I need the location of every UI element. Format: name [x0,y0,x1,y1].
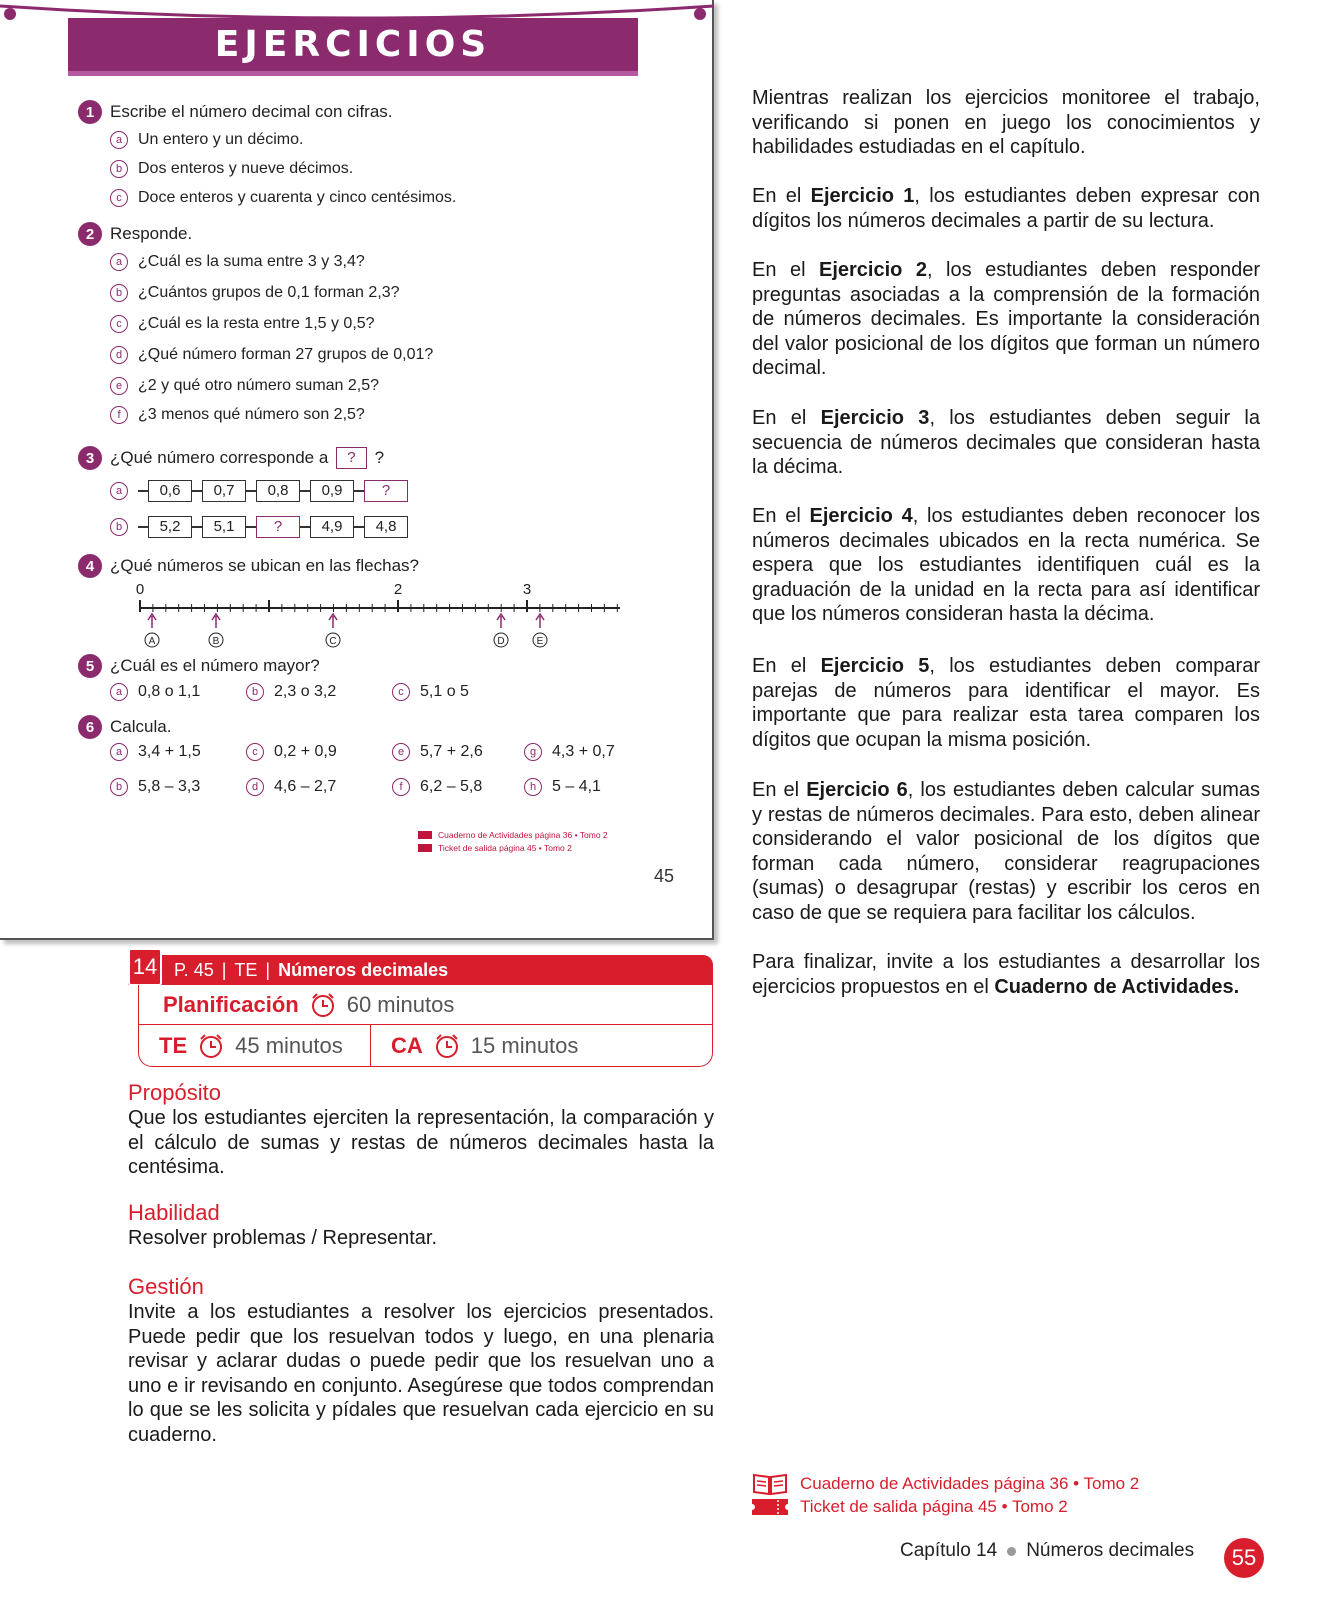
item-text: Doce enteros y cuarenta y cinco centésimos. [138,189,457,206]
item-letter: b [110,284,128,302]
footer-chapter-label: Capítulo 14 [900,1540,998,1561]
item-text: 5,8 – 3,3 [138,778,201,795]
open-book-icon [752,1472,788,1496]
list-item [524,743,615,761]
list-item [110,377,379,395]
list-item [110,778,200,796]
list-item [110,315,375,333]
sequence-boxes [138,480,408,502]
banner-title: EJERCICIOS [214,24,492,65]
habilidad-title: Habilidad [128,1200,220,1225]
book-footnote-workbook: Cuaderno de Actividades página 36 • Tomo 2 [418,830,608,840]
planning-header: P. 45 | TE | Números decimales [128,955,713,985]
planning-split-row [139,1025,712,1067]
right-paragraph-ex5: En el Ejercicio 5, los estudiantes deben comparar parejas de números para identificar el mayor. Es importante que para realizar esta tarea comparen los dígitos que ocupan la misma posición. [752,655,1260,751]
exercise-3-text-end: ? [374,448,385,467]
te-label: TE [159,1033,188,1058]
item-letter: b [110,778,128,796]
item-text: 2,3 o 3,2 [274,683,337,700]
exercise-number-badge: 1 [78,100,102,124]
alarm-clock-icon [309,991,337,1019]
sequence-boxes [138,516,408,538]
alarm-clock-icon [433,1032,461,1060]
planning-time: 60 minutos [346,991,455,1017]
list-item [110,406,365,424]
item-text: 0,8 o 1,1 [138,683,201,700]
sequence-value: 0,9 [310,480,354,502]
planning-topic: Números decimales [278,959,449,980]
list-item [524,778,601,796]
list-item [110,160,353,178]
tick-label: 0 [135,581,145,598]
sequence-value: 0,6 [148,480,192,502]
exercise-4-heading [78,554,419,578]
sequence-unknown: ? [364,480,408,502]
te-time: 45 minutos [235,1033,343,1058]
item-letter: e [110,377,128,395]
item-text: Un entero y un décimo. [138,131,304,148]
arrow-d [494,614,508,647]
footer-ref-workbook [752,1472,1139,1496]
item-text: ¿3 menos qué número son 2,5? [138,406,365,423]
tick-label: 2 [393,581,403,598]
book-page-number: 45 [654,866,675,886]
list-item [392,743,483,761]
exercise-6-text: Calcula. [110,717,172,736]
footer-ref-ticket [752,1497,1068,1517]
list-item [392,683,469,701]
gestion-text: Invite a los estudiantes a resolver los ejercicios presentados. Puede pedir que los resuelvan todos y luego, en una plenaria revisar y aclarar dudas o puede pedir que los resuelvan uno a uno e ir revisando en conjunto. Asegúrese que todos comprendan lo que se les solicita y pídales que resuelvan cada ejercicio en su cuaderno. [128,1301,714,1446]
sequence-value: 5,1 [202,516,246,538]
arrow-label: C [329,636,337,647]
arrow-a [145,614,159,647]
footer-chapter [900,1540,1194,1562]
list-item [110,253,365,271]
list-item [110,131,303,149]
ticket-icon [418,844,432,852]
exercise-4-text: ¿Qué números se ubican en las flechas? [110,556,420,575]
arrow-label: D [497,636,505,647]
sequence-b [110,516,408,538]
item-text: 4,3 + 0,7 [552,743,615,760]
sequence-value: 5,2 [148,516,192,538]
page-number: 55 [1224,1538,1264,1578]
planning-body [138,985,713,1067]
item-letter: b [110,160,128,178]
ca-time: 15 minutos [470,1033,579,1058]
ca-label: CA [391,1033,423,1058]
proposito-title: Propósito [128,1080,221,1105]
item-text: 5,7 + 2,6 [420,743,483,760]
planning-type: TE [234,959,258,980]
item-text: Dos enteros y nueve décimos. [138,160,354,177]
exercise-2-text: Responde. [110,224,193,243]
ticket-icon [752,1497,788,1517]
item-text: 0,2 + 0,9 [274,743,337,760]
planning-ca-cell [371,1025,578,1067]
chapter-badge: 14 [128,948,162,986]
item-letter: c [110,315,128,333]
proposito-text: Que los estudiantes ejerciten la representación, la comparación y el cálculo de sumas y restas de números decimales hasta la centésima. [128,1107,714,1178]
footer-topic: Números decimales [1026,1540,1195,1561]
footer-ref-ticket-text: Ticket de salida página 45 • Tomo 2 [800,1497,1068,1516]
sequence-value: 4,9 [310,516,354,538]
sequence-value: 0,8 [256,480,300,502]
planning-total-row [139,985,712,1025]
item-letter: d [110,346,128,364]
arrow-label: B [212,636,220,647]
item-letter: g [524,743,542,761]
right-paragraph-ex2: En el Ejercicio 2, los estudiantes deben responder preguntas asociadas a la comprensión de la formación de números decimales. Es importante la consideración del valor posicional de los dígitos que forman un número decimal. [752,259,1260,379]
item-text: 5 – 4,1 [552,778,601,795]
footer-ref-workbook-text: Cuaderno de Actividades página 36 • Tomo 2 [800,1474,1140,1493]
right-paragraph-intro: Mientras realizan los ejercicios monitoree el trabajo, verificando si ponen en juego los conocimientos y habilidades estudiadas en el capítulo. [752,87,1260,158]
item-letter: a [110,482,128,500]
tick-label: 3 [522,581,532,598]
exercise-number-badge: 4 [78,554,102,578]
question-box: ? [336,447,366,469]
item-letter: f [392,778,410,796]
list-item [246,683,336,701]
habilidad-text: Resolver problemas / Representar. [128,1227,438,1249]
item-text: ¿Cuál es la suma entre 3 y 3,4? [138,253,365,270]
item-text: ¿Qué número forman 27 grupos de 0,01? [138,346,434,363]
item-letter: b [246,683,264,701]
book-icon [418,831,432,839]
item-letter: e [392,743,410,761]
arrow-label: E [536,636,544,647]
arrow-c [326,614,340,647]
item-letter: c [392,683,410,701]
exercise-5-text: ¿Cuál es el número mayor? [110,656,320,675]
bullet-dot-icon [1007,1547,1016,1556]
item-letter: h [524,778,542,796]
exercise-number-badge: 2 [78,222,102,246]
right-paragraph-ex4: En el Ejercicio 4, los estudiantes deben reconocer los números decimales ubicados en la recta numérica. Se espera que los estudiantes identifiquen cuál es la graduación de la unidad en la recta para así identificar que los números consideran hasta la décima. [752,505,1260,625]
item-letter: a [110,253,128,271]
sequence-value: 4,8 [364,516,408,538]
planning-page: P. 45 [174,959,214,980]
list-item [110,683,200,701]
item-text: 4,6 – 2,7 [274,778,337,795]
list-item [246,778,336,796]
right-paragraph-ex1: En el Ejercicio 1, los estudiantes deben expresar con dígitos los números decimales a partir de su lectura. [752,185,1260,232]
exercise-6-heading [78,715,171,739]
student-book-page [0,0,714,940]
item-letter: c [246,743,264,761]
list-item [110,346,433,364]
item-letter: b [110,518,128,536]
item-letter: c [110,189,128,207]
item-letter: d [246,778,264,796]
item-text: ¿2 y qué otro número suman 2,5? [138,377,380,394]
arrow-b [209,614,223,647]
item-letter: a [110,743,128,761]
item-text: 6,2 – 5,8 [420,778,483,795]
arrow-label: A [148,636,156,647]
exercise-1-heading [78,100,393,124]
right-paragraph-closing: Para finalizar, invite a los estudiantes a desarrollar los ejercicios propuestos en el Cuaderno de Actividades. [752,951,1260,998]
right-paragraph-ex6: En el Ejercicio 6, los estudiantes deben calcular sumas y restas de números decimales. Para esto, deben alinear considerando el valor posicional de los dígitos que forman cada número, considerar reagrupaciones (sumas) o desagrupar (restas) y escribir los ceros en caso de que se requiera para facilitar los cálculos. [752,779,1260,924]
item-text: 3,4 + 1,5 [138,743,201,760]
list-item [392,778,482,796]
exercise-5-heading [78,654,320,678]
sequence-a [110,480,408,502]
sequence-unknown: ? [256,516,300,538]
exercise-3-text: ¿Qué número corresponde a [110,448,329,467]
right-paragraph-ex3: En el Ejercicio 3, los estudiantes deben seguir la secuencia de números decimales que consideran hasta la décima. [752,407,1260,478]
alarm-clock-icon [197,1032,225,1060]
item-text: ¿Cuántos grupos de 0,1 forman 2,3? [138,284,400,301]
item-letter: a [110,683,128,701]
item-letter: f [110,406,128,424]
planning-label: Planificación [163,991,299,1017]
gestion-title: Gestión [128,1274,204,1299]
exercises-banner [68,18,638,76]
list-item [110,284,400,302]
item-text: ¿Cuál es la resta entre 1,5 y 0,5? [138,315,375,332]
list-item [110,743,201,761]
sequence-value: 0,7 [202,480,246,502]
exercise-number-badge: 5 [78,654,102,678]
exercise-number-badge: 3 [78,446,102,470]
item-letter: a [110,131,128,149]
item-text: 5,1 o 5 [420,683,469,700]
exercise-3-heading [78,446,384,470]
exercise-2-heading [78,222,192,246]
list-item [246,743,337,761]
planning-te-cell [139,1025,371,1067]
list-item [110,189,456,207]
arrow-e [533,614,547,647]
exercise-number-badge: 6 [78,715,102,739]
book-footnote-ticket: Ticket de salida página 45 • Tomo 2 [418,843,572,853]
number-line [130,580,630,650]
exercise-1-text: Escribe el número decimal con cifras. [110,102,393,121]
